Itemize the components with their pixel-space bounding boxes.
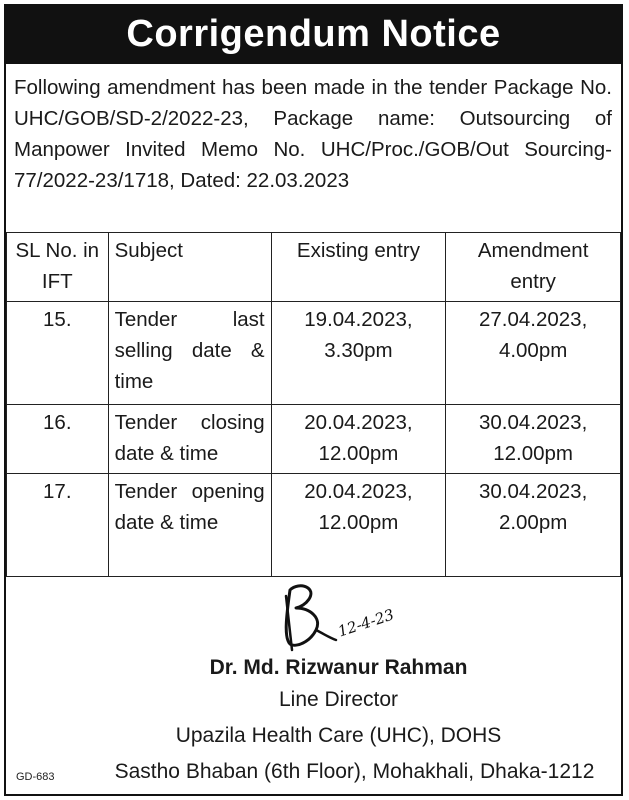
signatory-office: Upazila Health Care (UHC), DOHS bbox=[175, 724, 502, 747]
cell-amendment: 27.04.2023, 4.00pm bbox=[446, 302, 621, 405]
cell-sl: 16. bbox=[7, 405, 109, 474]
header-amendment: Amendment entry bbox=[446, 233, 621, 302]
header-sl: SL No. in IFT bbox=[7, 233, 109, 302]
table-row bbox=[7, 405, 621, 474]
table-row bbox=[7, 474, 621, 577]
table-header-row bbox=[7, 233, 621, 302]
notice-code: GD-683 bbox=[16, 771, 55, 783]
cell-existing: 19.04.2023, 3.30pm bbox=[271, 302, 446, 405]
signature-date: 12-4-23 bbox=[335, 605, 397, 641]
header-existing: Existing entry bbox=[271, 233, 446, 302]
cell-sl: 15. bbox=[7, 302, 109, 405]
cell-sl: 17. bbox=[7, 474, 109, 577]
header-subject: Subject bbox=[108, 233, 271, 302]
intro-paragraph bbox=[14, 72, 612, 196]
signatory-address: Sastho Bhaban (6th Floor), Mohakhali, Dhaka-1212 bbox=[114, 760, 595, 783]
title-banner bbox=[4, 4, 623, 64]
intro-text: Following amendment has been made in the tender Package No. UHC/GOB/SD-2/2022-23, Package name: Outsourcing of Manpower Invited Memo No. UHC/Proc./GOB/Out Sourcing-77/2022-23/1718, Dated: 22.03.2023 bbox=[14, 76, 612, 192]
cell-subject: Tender last selling date & time bbox=[108, 302, 271, 405]
signatory-designation: Line Director bbox=[278, 688, 399, 711]
cell-subject: Tender closing date & time bbox=[108, 405, 271, 474]
table-row bbox=[7, 302, 621, 405]
handwritten-signature bbox=[276, 578, 346, 658]
page-title: Corrigendum Notice bbox=[126, 12, 501, 55]
amendment-table bbox=[6, 232, 621, 577]
signature-block bbox=[0, 570, 629, 796]
cell-existing: 20.04.2023, 12.00pm bbox=[271, 474, 446, 577]
cell-amendment: 30.04.2023, 2.00pm bbox=[446, 474, 621, 577]
cell-existing: 20.04.2023, 12.00pm bbox=[271, 405, 446, 474]
signatory-name: Dr. Md. Rizwanur Rahman bbox=[209, 656, 468, 679]
cell-amendment: 30.04.2023, 12.00pm bbox=[446, 405, 621, 474]
cell-subject: Tender opening date & time bbox=[108, 474, 271, 577]
